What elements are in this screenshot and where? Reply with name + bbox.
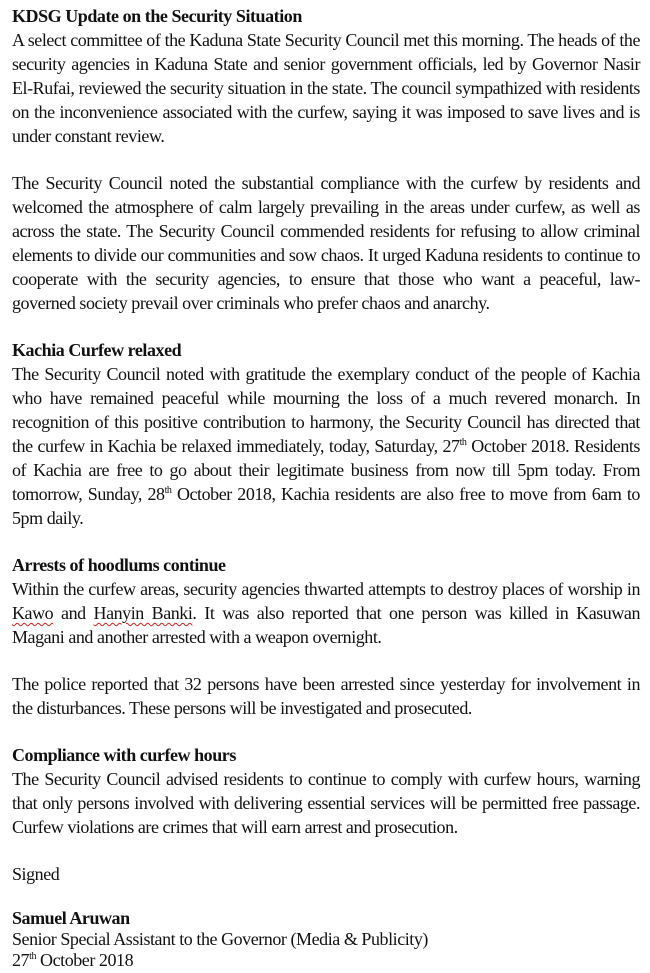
spacer: [12, 720, 640, 743]
compliance-paragraph: The Security Council advised residents to continue to comply with curfew hours, warning that only persons involved with delivering essential services will be permitted free passage. Curfew violations are crimes that will earn arrest and prosecution.: [12, 769, 640, 837]
kachia-paragraph: [12, 362, 640, 530]
ordinal-suffix: th: [459, 437, 467, 448]
spacer: [12, 839, 640, 862]
release-date-rest: October 2018: [36, 950, 134, 970]
kachia-text-a: The Security Council noted with gratitude the exemplary conduct of the people of Kachia who have remained peaceful while mourning the loss of a much revered monarch. In recognition of this positive contribution to harmony, the Security Council has directed that the curfew in Kachia be relaxed immediately, today, Saturday, 27: [12, 364, 640, 456]
ordinal-suffix: th: [164, 485, 172, 496]
kachia-text-c: October 2018, Kachia residents are also free to move from 6am to 5pm daily.: [12, 484, 640, 528]
spacer: [12, 315, 640, 338]
arrests-paragraph-2: The police reported that 32 persons have been arrested since yesterday for involvement in the disturbances. These persons will be investigated and prosecuted.: [12, 674, 640, 718]
ordinal-suffix: th: [29, 951, 36, 962]
kachia-text-b: October 2018. Residents of Kachia are free to go about their legitimate business from now till 5pm today. From tomorrow, Sunday, 28: [12, 436, 640, 504]
spellcheck-word-kawo[interactable]: Kawo: [12, 603, 54, 623]
spacer: [12, 530, 640, 553]
arrests-paragraph-1: [12, 577, 640, 649]
release-date: [12, 950, 640, 971]
spacer: [12, 148, 640, 171]
release-date-day: 27: [12, 950, 30, 970]
section-heading-arrests: Arrests of hoodlums continue: [12, 555, 226, 575]
section-heading-compliance: Compliance with curfew hours: [12, 745, 236, 765]
arrests-text-a: Within the curfew areas, security agencies thwarted attempts to destroy places of worship in: [12, 579, 640, 599]
arrests-text-c: . It was also reported that one person was killed in Kasuwan Magani and another arrested with a weapon overnight.: [12, 603, 640, 647]
press-release-document: [12, 4, 640, 971]
arrests-text-and: and: [53, 603, 94, 623]
spacer: [12, 886, 640, 908]
signatory-name: Samuel Aruwan: [12, 908, 130, 928]
signatory-role: Senior Special Assistant to the Governor (Media & Publicity): [12, 929, 428, 949]
spellcheck-word-hanyin-banki[interactable]: Hanyin Banki: [93, 603, 193, 623]
intro-paragraph-1: A select committee of the Kaduna State Security Council met this morning. The heads of the security agencies in Kaduna State and senior government officials, led by Governor Nasir El-Rufai, reviewed the security situation in the state. The council sympathized with residents on the inconvenience associated with the curfew, saying it was imposed to save lives and is under constant review.: [12, 30, 640, 146]
document-title: KDSG Update on the Security Situation: [12, 6, 302, 26]
intro-paragraph-2: The Security Council noted the substantial compliance with the curfew by residents and welcomed the atmosphere of calm largely prevailing in the areas under curfew, as well as across the state. The Security Council commended residents for refusing to allow criminal elements to divide our communities and sow chaos. It urged Kaduna residents to continue to cooperate with the security agencies, to ensure that those who want a peaceful, law-governed society prevail over criminals who prefer chaos and anarchy.: [12, 173, 640, 313]
spacer: [12, 649, 640, 672]
signed-label: Signed: [12, 864, 60, 884]
section-heading-kachia: Kachia Curfew relaxed: [12, 340, 182, 360]
